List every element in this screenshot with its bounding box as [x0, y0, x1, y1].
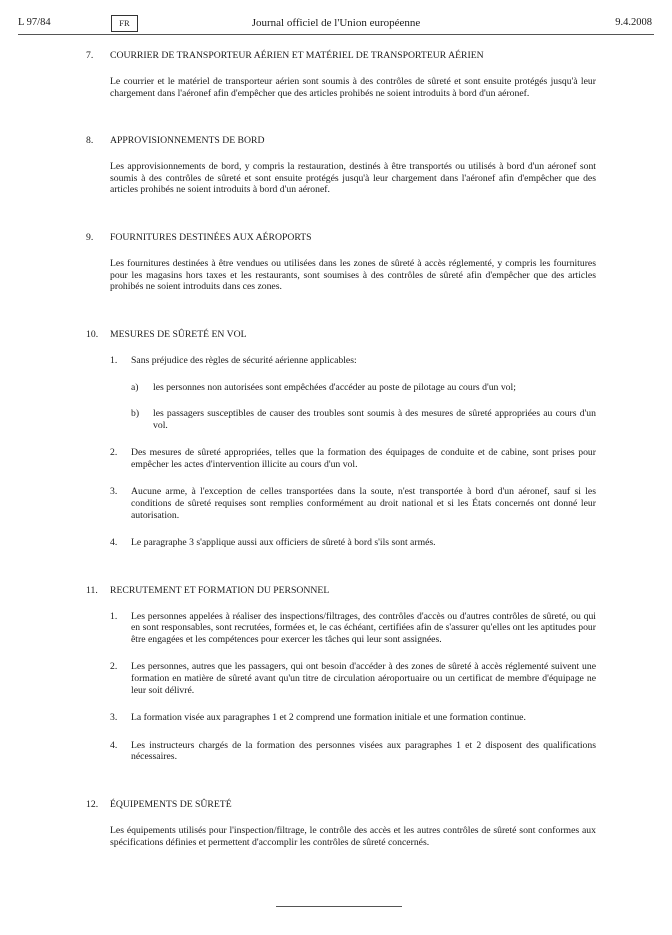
page-reference: L 97/84 — [18, 17, 51, 28]
sub-item-text: les passagers susceptibles de causer des troubles sont soumis à des mesures de sûreté appropriées au cours d'un vol. — [153, 407, 596, 431]
section-number: 12. — [86, 799, 99, 811]
list-item — [0, 611, 672, 646]
item-text: Des mesures de sûreté appropriées, telles que la formation des équipages de conduite et de cabine, sont prises pour empêcher les actes d'intervention illicite au cours d'un vol. — [131, 447, 596, 470]
section-number: 9. — [86, 231, 94, 243]
item-number: 2. — [110, 661, 118, 673]
item-text: Les personnes appelées à réaliser des inspections/filtrages, des contrôles d'accès ou d'autres contrôles de sûreté, ou qui en sont responsables, sont recrutées, formées et, le cas échéant, certifiées afin de s'assurer qu'elles ont les aptitudes pour être engagées et les compétences pour exercer les tâches qui leur sont assignées. — [131, 610, 596, 645]
language-badge: FR — [111, 15, 138, 32]
sub-item-letter: a) — [131, 382, 139, 394]
section-12 — [0, 799, 672, 848]
section-body: Les fournitures destinées à être vendues ou utilisées dans les zones de sûreté à accès réglementé, y compris les fournitures pour les magasins hors taxes et les restaurants, sont soumises à des contrôles de sûreté afin d'empêcher que des articles prohibés ne soient introduits dans ces zones. — [110, 257, 596, 293]
list-item — [0, 661, 672, 696]
list-item — [0, 537, 672, 549]
section-7 — [0, 50, 672, 99]
section-10 — [0, 329, 672, 549]
item-number: 3. — [110, 712, 118, 724]
publication-date: 9.4.2008 — [615, 17, 652, 28]
list-item — [0, 740, 672, 763]
header-divider — [18, 34, 654, 35]
sub-item-text: les personnes non autorisées sont empêchées d'accéder au poste de pilotage au cours d'un vol; — [153, 382, 516, 394]
document-content — [0, 50, 672, 848]
sub-item-letter: b) — [131, 407, 140, 419]
section-body: Les approvisionnements de bord, y compris la restauration, destinés à être transportés ou utilisés à bord d'un aéronef sont soumis à des contrôles de sûreté et sont ensuite protégés jusqu'à leur chargement dans l'aéronef afin d'empêcher que des articles prohibés ne soient introduits à bord d'un aéronef. — [110, 161, 596, 196]
section-body: Les équipements utilisés pour l'inspection/filtrage, le contrôle des accès et les autres contrôles de sûreté sont conformes aux spécifications définies et permettent d'accomplir les contrôles de sûreté concernés. — [110, 825, 596, 848]
item-text: Aucune arme, à l'exception de celles transportées dans la soute, n'est transportée à bord d'un aéronef, sauf si les conditions de sûreté requises sont remplies conformément au droit national et si les États concernés ont donné leur autorisation. — [131, 486, 596, 521]
item-text: Le paragraphe 3 s'applique aussi aux officiers de sûreté à bord s'ils sont armés. — [131, 537, 436, 549]
list-item — [0, 355, 672, 367]
list-item — [0, 712, 672, 724]
page-header — [0, 14, 672, 34]
list-item — [0, 447, 672, 470]
section-number: 10. — [86, 328, 99, 340]
section-11 — [0, 585, 672, 763]
section-9 — [0, 232, 672, 293]
section-title: FOURNITURES DESTINÉES AUX AÉROPORTS — [110, 231, 312, 243]
section-title: COURRIER DE TRANSPORTEUR AÉRIEN ET MATÉRIEL DE TRANSPORTEUR AÉRIEN — [110, 50, 484, 61]
item-text: Les instructeurs chargés de la formation des personnes visées aux paragraphes 1 et 2 disposent des qualifications nécessaires. — [131, 739, 596, 763]
section-number: 11. — [86, 584, 98, 596]
sub-item — [0, 408, 672, 431]
list-item — [0, 486, 672, 521]
item-number: 3. — [110, 486, 118, 498]
section-title: RECRUTEMENT ET FORMATION DU PERSONNEL — [110, 584, 330, 596]
item-text: Sans préjudice des règles de sécurité aérienne applicables: — [131, 354, 357, 366]
item-text: La formation visée aux paragraphes 1 et 2 comprend une formation initiale et une formation continue. — [131, 712, 526, 724]
section-title: ÉQUIPEMENTS DE SÛRETÉ — [110, 799, 232, 811]
journal-title: Journal officiel de l'Union européenne — [251, 17, 421, 29]
footer-divider — [276, 906, 402, 907]
item-text: Les personnes, autres que les passagers, qui ont besoin d'accéder à des zones de sûreté à accès réglementé suivent une formation en matière de sûreté avant qu'un titre de circulation aéroportuaire ou un certificat de membre d'équipage ne leur soit délivré. — [131, 661, 596, 696]
section-8 — [0, 135, 672, 196]
item-number: 4. — [110, 739, 118, 751]
item-number: 4. — [110, 537, 118, 549]
item-number: 1. — [110, 354, 118, 366]
section-number: 8. — [86, 135, 94, 147]
item-number: 1. — [110, 610, 118, 622]
item-number: 2. — [110, 447, 118, 459]
section-number: 7. — [86, 50, 94, 61]
sub-item — [0, 382, 672, 394]
section-body: Le courrier et le matériel de transporteur aérien sont soumis à des contrôles de sûreté et sont ensuite protégés jusqu'à leur chargement dans l'aéronef afin d'empêcher que des articles prohibés ne soient introduits à bord d'un aéronef. — [110, 76, 596, 99]
section-title: APPROVISIONNEMENTS DE BORD — [110, 135, 265, 147]
section-title: MESURES DE SÛRETÉ EN VOL — [110, 328, 247, 340]
